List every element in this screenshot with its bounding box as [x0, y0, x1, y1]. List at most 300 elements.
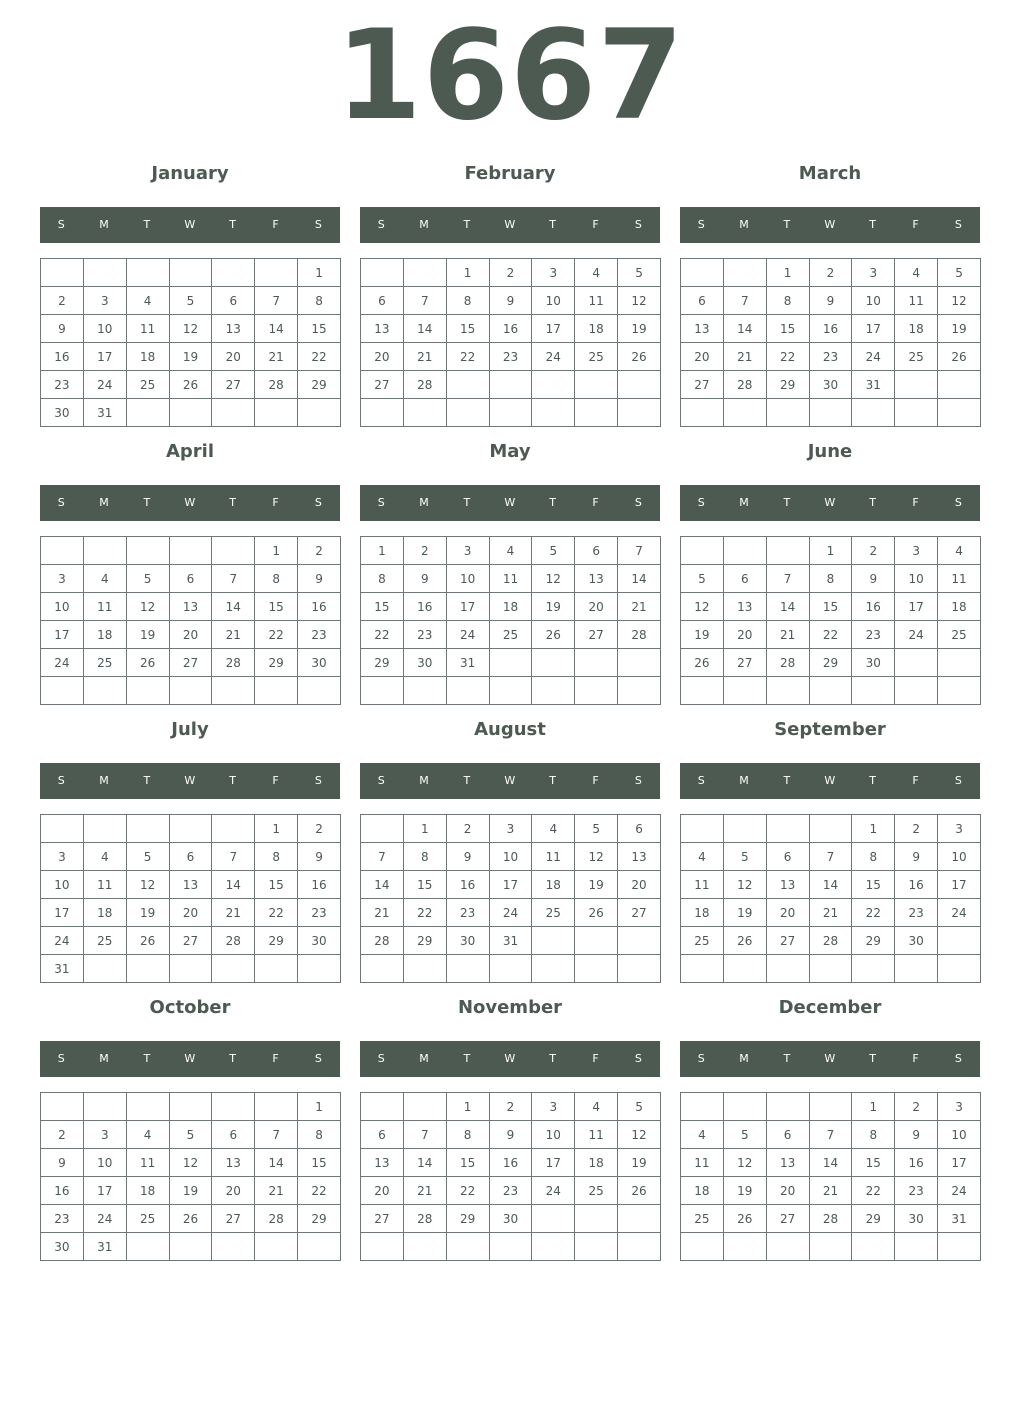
day-cell	[575, 1233, 618, 1261]
day-cell: 27	[212, 371, 255, 399]
day-cell: 11	[83, 593, 126, 621]
month-calendar-may	[360, 438, 660, 716]
day-cell	[446, 1233, 489, 1261]
day-cell: 25	[895, 343, 938, 371]
weekday-label: S	[314, 218, 323, 231]
day-cell: 28	[255, 371, 298, 399]
day-cell: 12	[126, 593, 169, 621]
week-row	[361, 593, 661, 621]
day-cell: 14	[212, 871, 255, 899]
day-cell: 20	[575, 593, 618, 621]
day-cell: 19	[169, 343, 212, 371]
day-cell: 27	[618, 899, 661, 927]
week-row	[681, 371, 981, 399]
day-cell	[532, 955, 575, 983]
day-cell	[403, 677, 446, 705]
day-cell: 23	[809, 343, 852, 371]
day-cell	[212, 537, 255, 565]
day-cell: 2	[298, 815, 341, 843]
day-cell: 18	[126, 343, 169, 371]
day-cell: 7	[361, 843, 404, 871]
day-cell: 16	[809, 315, 852, 343]
day-cell	[938, 927, 981, 955]
day-cell: 30	[41, 1233, 84, 1261]
day-cell: 20	[766, 1177, 809, 1205]
day-cell: 28	[212, 649, 255, 677]
days-table	[360, 258, 661, 427]
week-row	[41, 1177, 341, 1205]
day-cell	[723, 677, 766, 705]
days-table	[360, 1092, 661, 1261]
day-cell: 9	[403, 565, 446, 593]
month-calendar-april	[40, 438, 340, 716]
day-cell	[126, 1233, 169, 1261]
day-cell	[446, 677, 489, 705]
day-cell: 9	[489, 287, 532, 315]
day-cell: 15	[255, 593, 298, 621]
day-cell: 13	[212, 1149, 255, 1177]
day-cell: 24	[895, 621, 938, 649]
weekday-label: W	[184, 218, 196, 231]
day-cell: 20	[212, 343, 255, 371]
day-cell: 18	[126, 1177, 169, 1205]
day-cell: 26	[575, 899, 618, 927]
day-cell: 13	[169, 593, 212, 621]
day-cell: 24	[83, 1205, 126, 1233]
week-row	[361, 371, 661, 399]
weekday-label: T	[549, 218, 557, 231]
days-table	[40, 258, 341, 427]
weekday-header	[40, 1041, 340, 1077]
weekday-label: T	[143, 218, 151, 231]
day-cell	[532, 677, 575, 705]
day-cell: 18	[575, 315, 618, 343]
day-cell: 4	[83, 565, 126, 593]
day-cell: 28	[766, 649, 809, 677]
day-cell: 2	[489, 259, 532, 287]
day-cell: 22	[403, 899, 446, 927]
month-name: July	[171, 719, 209, 740]
day-cell	[681, 955, 724, 983]
month-name: September	[774, 719, 886, 740]
week-row	[681, 649, 981, 677]
day-cell: 3	[83, 1121, 126, 1149]
week-row	[361, 537, 661, 565]
day-cell	[255, 955, 298, 983]
week-row	[361, 399, 661, 427]
day-cell	[298, 955, 341, 983]
day-cell	[489, 649, 532, 677]
day-cell: 1	[255, 815, 298, 843]
day-cell: 10	[532, 287, 575, 315]
weekday-label: T	[229, 218, 237, 231]
day-cell: 8	[809, 565, 852, 593]
day-cell	[532, 649, 575, 677]
weekday-header	[360, 1041, 660, 1077]
day-cell: 10	[41, 593, 84, 621]
day-cell	[169, 955, 212, 983]
day-cell: 24	[938, 899, 981, 927]
day-cell: 26	[723, 927, 766, 955]
day-cell: 3	[83, 287, 126, 315]
week-row	[41, 537, 341, 565]
week-row	[41, 1205, 341, 1233]
day-cell	[723, 815, 766, 843]
weekday-label: T	[229, 774, 237, 787]
day-cell: 6	[361, 1121, 404, 1149]
day-cell	[255, 677, 298, 705]
day-cell: 22	[298, 1177, 341, 1205]
week-row	[41, 593, 341, 621]
day-cell	[895, 371, 938, 399]
day-cell: 14	[361, 871, 404, 899]
day-cell: 19	[938, 315, 981, 343]
day-cell: 2	[489, 1093, 532, 1121]
day-cell	[895, 955, 938, 983]
week-row	[41, 955, 341, 983]
week-row	[681, 259, 981, 287]
day-cell	[618, 1205, 661, 1233]
day-cell	[938, 677, 981, 705]
day-cell: 11	[681, 1149, 724, 1177]
day-cell: 30	[298, 927, 341, 955]
day-cell: 4	[532, 815, 575, 843]
weekday-label: T	[143, 1052, 151, 1065]
week-row	[41, 677, 341, 705]
weekday-label: S	[634, 774, 643, 787]
week-row	[681, 1205, 981, 1233]
weekday-header	[360, 207, 660, 243]
day-cell: 19	[126, 621, 169, 649]
day-cell: 17	[41, 899, 84, 927]
day-cell	[126, 1093, 169, 1121]
day-cell: 27	[361, 1205, 404, 1233]
day-cell	[532, 399, 575, 427]
day-cell	[403, 955, 446, 983]
day-cell: 23	[298, 621, 341, 649]
day-cell	[83, 259, 126, 287]
day-cell	[126, 677, 169, 705]
month-name: May	[489, 441, 531, 462]
day-cell: 4	[575, 1093, 618, 1121]
day-cell: 13	[575, 565, 618, 593]
day-cell	[212, 815, 255, 843]
day-cell: 6	[212, 287, 255, 315]
weekday-label: T	[783, 774, 791, 787]
day-cell: 13	[212, 315, 255, 343]
day-cell	[83, 537, 126, 565]
weekday-label: S	[314, 496, 323, 509]
day-cell: 3	[532, 259, 575, 287]
days-table	[360, 536, 661, 705]
weekday-label: F	[912, 218, 920, 231]
month-calendar-february	[360, 160, 660, 438]
week-row	[361, 677, 661, 705]
weekday-label: T	[549, 496, 557, 509]
month-name: February	[464, 163, 556, 184]
day-cell: 21	[766, 621, 809, 649]
day-cell: 2	[895, 815, 938, 843]
day-cell: 1	[852, 1093, 895, 1121]
day-cell: 9	[298, 843, 341, 871]
day-cell: 24	[446, 621, 489, 649]
day-cell: 21	[212, 621, 255, 649]
day-cell	[575, 927, 618, 955]
day-cell	[83, 955, 126, 983]
days-table	[40, 1092, 341, 1261]
day-cell: 30	[895, 927, 938, 955]
week-row	[361, 899, 661, 927]
day-cell: 4	[126, 1121, 169, 1149]
day-cell: 8	[255, 843, 298, 871]
day-cell: 16	[298, 593, 341, 621]
day-cell: 10	[489, 843, 532, 871]
day-cell: 22	[255, 621, 298, 649]
day-cell: 28	[361, 927, 404, 955]
day-cell: 29	[298, 1205, 341, 1233]
day-cell: 29	[766, 371, 809, 399]
day-cell: 10	[895, 565, 938, 593]
day-cell: 11	[575, 1121, 618, 1149]
month-calendar-september	[680, 716, 980, 994]
weekday-label: S	[314, 774, 323, 787]
day-cell: 9	[489, 1121, 532, 1149]
day-cell: 1	[809, 537, 852, 565]
day-cell: 1	[298, 1093, 341, 1121]
day-cell: 7	[723, 287, 766, 315]
day-cell: 3	[895, 537, 938, 565]
day-cell: 2	[895, 1093, 938, 1121]
day-cell	[361, 815, 404, 843]
week-row	[681, 593, 981, 621]
day-cell: 9	[298, 565, 341, 593]
day-cell: 24	[532, 1177, 575, 1205]
day-cell: 12	[126, 871, 169, 899]
day-cell: 28	[809, 1205, 852, 1233]
weekday-label: W	[184, 774, 196, 787]
week-row	[41, 621, 341, 649]
week-row	[361, 1093, 661, 1121]
weekday-label: T	[783, 218, 791, 231]
day-cell: 7	[403, 287, 446, 315]
day-cell: 20	[361, 1177, 404, 1205]
month-calendar-august	[360, 716, 660, 994]
day-cell: 9	[446, 843, 489, 871]
day-cell: 26	[618, 1177, 661, 1205]
day-cell: 17	[446, 593, 489, 621]
day-cell: 2	[41, 287, 84, 315]
month-calendar-january	[40, 160, 340, 438]
day-cell: 3	[852, 259, 895, 287]
day-cell: 5	[618, 1093, 661, 1121]
day-cell: 4	[83, 843, 126, 871]
day-cell	[169, 1093, 212, 1121]
day-cell	[403, 259, 446, 287]
day-cell	[41, 1093, 84, 1121]
weekday-label: T	[783, 1052, 791, 1065]
day-cell: 8	[852, 1121, 895, 1149]
day-cell	[723, 259, 766, 287]
day-cell	[809, 399, 852, 427]
day-cell: 15	[361, 593, 404, 621]
day-cell: 13	[723, 593, 766, 621]
day-cell: 4	[489, 537, 532, 565]
day-cell: 23	[489, 343, 532, 371]
day-cell	[403, 1093, 446, 1121]
day-cell: 19	[532, 593, 575, 621]
day-cell: 15	[446, 315, 489, 343]
week-row	[361, 927, 661, 955]
day-cell: 22	[361, 621, 404, 649]
day-cell: 16	[852, 593, 895, 621]
day-cell	[895, 677, 938, 705]
day-cell	[212, 677, 255, 705]
day-cell: 25	[489, 621, 532, 649]
day-cell: 12	[532, 565, 575, 593]
day-cell: 25	[575, 1177, 618, 1205]
day-cell: 19	[723, 1177, 766, 1205]
day-cell: 29	[255, 649, 298, 677]
weekday-label: W	[184, 496, 196, 509]
day-cell: 12	[938, 287, 981, 315]
day-cell	[212, 1233, 255, 1261]
day-cell: 27	[169, 927, 212, 955]
weekday-label: T	[229, 1052, 237, 1065]
day-cell: 4	[938, 537, 981, 565]
day-cell	[403, 399, 446, 427]
day-cell: 24	[83, 371, 126, 399]
day-cell	[575, 649, 618, 677]
day-cell: 21	[403, 1177, 446, 1205]
day-cell	[169, 399, 212, 427]
day-cell: 21	[255, 343, 298, 371]
week-row	[41, 371, 341, 399]
weekday-label: S	[697, 496, 706, 509]
day-cell: 14	[809, 871, 852, 899]
week-row	[681, 1093, 981, 1121]
day-cell	[489, 399, 532, 427]
week-row	[41, 1149, 341, 1177]
days-table	[360, 814, 661, 983]
day-cell: 25	[681, 927, 724, 955]
day-cell	[532, 1205, 575, 1233]
days-table	[680, 258, 981, 427]
day-cell: 12	[618, 287, 661, 315]
day-cell: 29	[809, 649, 852, 677]
day-cell: 14	[403, 1149, 446, 1177]
day-cell: 16	[403, 593, 446, 621]
day-cell: 26	[169, 1205, 212, 1233]
day-cell: 31	[83, 1233, 126, 1261]
day-cell: 26	[126, 927, 169, 955]
day-cell	[489, 1233, 532, 1261]
weekday-label: F	[272, 218, 280, 231]
day-cell	[169, 1233, 212, 1261]
day-cell	[126, 537, 169, 565]
weekday-label: M	[99, 774, 110, 787]
day-cell	[169, 259, 212, 287]
day-cell: 7	[255, 1121, 298, 1149]
day-cell: 29	[852, 927, 895, 955]
day-cell: 16	[489, 1149, 532, 1177]
day-cell: 17	[489, 871, 532, 899]
day-cell: 5	[618, 259, 661, 287]
day-cell: 15	[809, 593, 852, 621]
day-cell: 6	[766, 1121, 809, 1149]
day-cell: 26	[618, 343, 661, 371]
week-row	[681, 843, 981, 871]
day-cell	[83, 1093, 126, 1121]
weekday-label: W	[504, 1052, 516, 1065]
month-name: August	[474, 719, 546, 740]
day-cell: 25	[126, 371, 169, 399]
weekday-label: M	[419, 218, 430, 231]
day-cell	[723, 537, 766, 565]
day-cell: 20	[766, 899, 809, 927]
day-cell	[766, 677, 809, 705]
day-cell: 22	[446, 1177, 489, 1205]
day-cell: 21	[212, 899, 255, 927]
day-cell: 22	[298, 343, 341, 371]
day-cell: 30	[895, 1205, 938, 1233]
weekday-label: T	[463, 218, 471, 231]
day-cell: 6	[169, 565, 212, 593]
day-cell: 7	[766, 565, 809, 593]
day-cell: 1	[766, 259, 809, 287]
day-cell: 10	[938, 843, 981, 871]
day-cell	[681, 259, 724, 287]
weekday-label: S	[954, 218, 963, 231]
weekday-label: S	[377, 1052, 386, 1065]
day-cell	[41, 677, 84, 705]
day-cell	[212, 259, 255, 287]
week-row	[361, 955, 661, 983]
day-cell: 17	[938, 1149, 981, 1177]
weekday-label: W	[504, 496, 516, 509]
day-cell: 20	[212, 1177, 255, 1205]
day-cell	[212, 1093, 255, 1121]
day-cell: 2	[403, 537, 446, 565]
day-cell	[83, 815, 126, 843]
day-cell: 17	[532, 1149, 575, 1177]
day-cell	[809, 1093, 852, 1121]
day-cell	[895, 1233, 938, 1261]
day-cell	[766, 537, 809, 565]
weekday-label: F	[592, 774, 600, 787]
day-cell	[618, 677, 661, 705]
day-cell: 8	[361, 565, 404, 593]
day-cell: 23	[41, 1205, 84, 1233]
day-cell: 10	[83, 315, 126, 343]
day-cell: 25	[126, 1205, 169, 1233]
day-cell: 28	[403, 371, 446, 399]
week-row	[41, 899, 341, 927]
day-cell: 9	[809, 287, 852, 315]
day-cell: 14	[255, 1149, 298, 1177]
week-row	[41, 287, 341, 315]
day-cell: 31	[938, 1205, 981, 1233]
weekday-label: M	[419, 1052, 430, 1065]
day-cell: 28	[809, 927, 852, 955]
day-cell: 1	[298, 259, 341, 287]
day-cell: 11	[126, 1149, 169, 1177]
day-cell	[618, 371, 661, 399]
day-cell: 2	[446, 815, 489, 843]
day-cell: 13	[361, 1149, 404, 1177]
day-cell: 30	[41, 399, 84, 427]
day-cell: 18	[489, 593, 532, 621]
day-cell	[895, 649, 938, 677]
